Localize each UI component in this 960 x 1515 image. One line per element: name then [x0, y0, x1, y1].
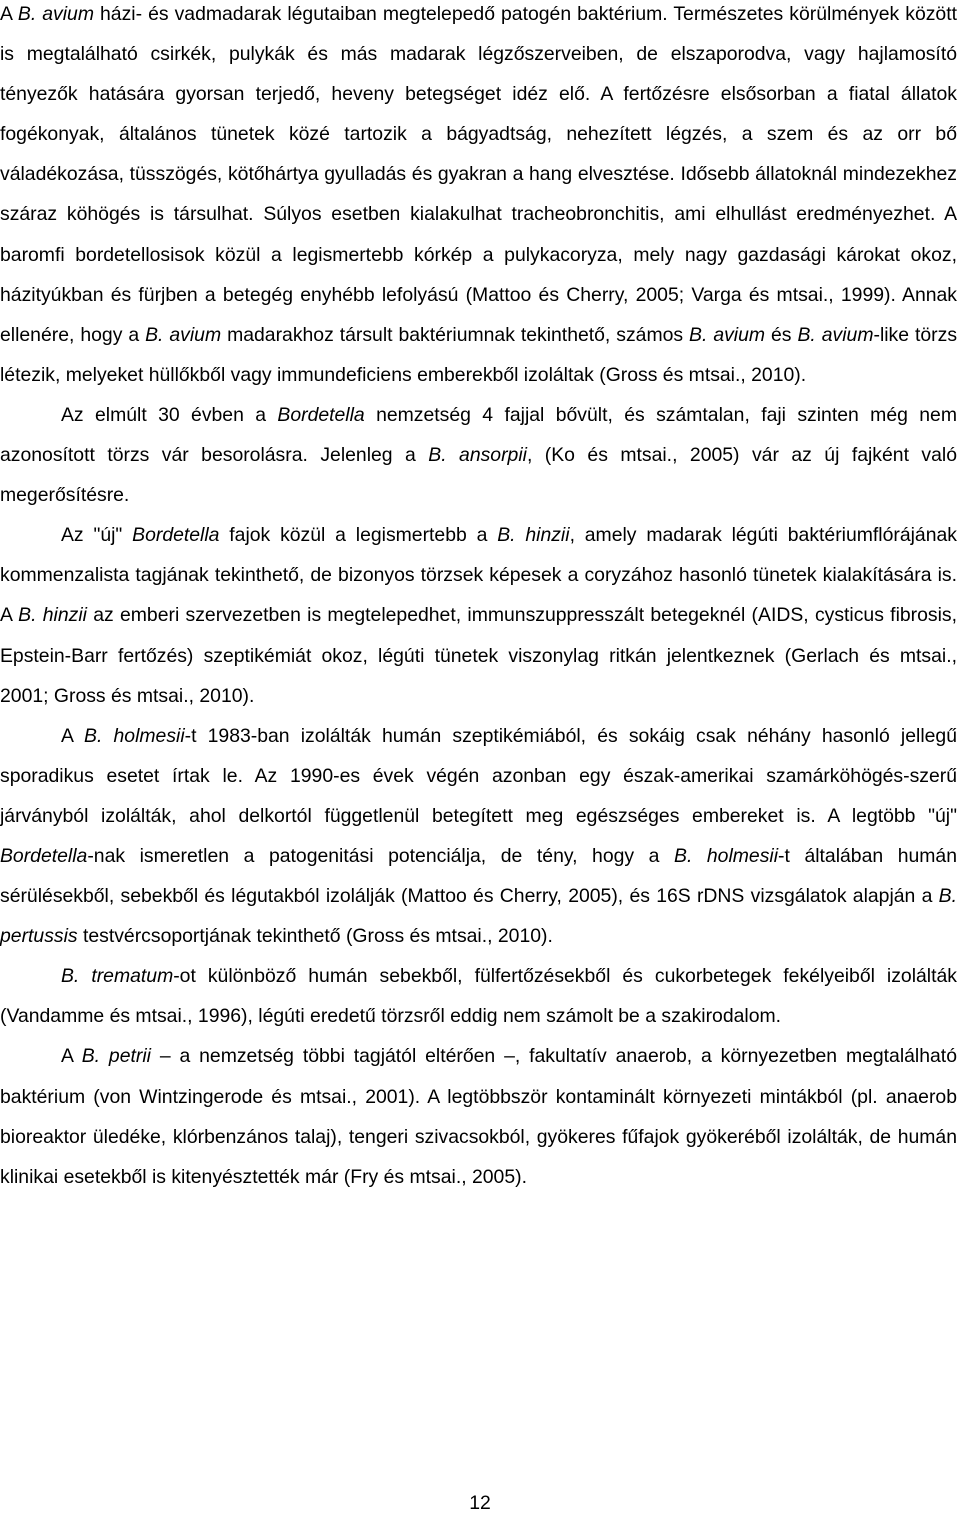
paragraph [0, 395, 957, 515]
italic-term: Bordetella [277, 403, 365, 426]
italic-term: B. trematum [61, 965, 174, 988]
italic-term: B. hinzii [18, 604, 87, 627]
text-run: -ot különböző humán sebekből, fülfertőzésekből és cukorbetegek fekélyeiből izolálták (Vandamme és mtsai., 1996), légúti eredetű törzsről eddig nem számolt be a szakirodalom. [0, 965, 957, 1028]
italic-term: B. hinzii [497, 524, 570, 547]
text-run: A [61, 724, 85, 747]
italic-term: B. holmesii [674, 844, 779, 867]
text-run: -like törzs létezik, melyeket hüllőkből vagy immundeficiens emberekből izoláltak (Gross és mtsai., 2010). [0, 323, 958, 386]
italic-term: Bordetella [132, 524, 220, 547]
italic-term: B. avium [145, 323, 222, 346]
text-run: fajok közül a legismertebb a [219, 524, 498, 547]
text-run: , amely madarak légúti baktériumflórájának kommenzalista tagjának tekinthető, de bizonyos törzsek képesek a coryzához hasonló tünetek kialakítására is. A [0, 524, 957, 627]
text-run: madarakhoz társult baktériumnak tekinthető, számos [221, 323, 690, 346]
text-run: – a nemzetség többi tagjától eltérően –, fakultatív anaerob, a környezetben megtalálható baktérium (von Wintzingerode és mtsai., 2001). A legtöbbször kontaminált környezeti mintákból (pl. anaerob bioreaktor üledéke, klórbenzános talaj), tengeri szivacsokból, gyökeres fűfajok gyökeréből izolálták, de humán klinikai esetekből is kitenyésztették már (Fry és mtsai., 2005). [0, 1045, 957, 1188]
text-run: -t 1983-ban izolálták humán szeptikémiából, és sokáig csak néhány hasonló jellegű sporadikus esetet írtak le. Az 1990-es évek végén azonban egy észak-amerikai szamárköhögés-szerű járványból izolálták, ahol delkortól függetlenül betegített meg egészséges embereket is. A legtöbb "új" [0, 724, 957, 827]
italic-term: B. avium [797, 323, 874, 346]
italic-term: B. pertussis [0, 885, 957, 948]
paragraph [0, 716, 957, 957]
text-run: az emberi szervezetben is megtelepedhet, immunszuppresszált betegeknél (AIDS, cysticus fibrosis, Epstein-Barr fertőzés) szeptikémiát okoz, légúti tünetek viszonylag ritkán jelentkeznek (Gerlach és mtsai., 2001; Gross és mtsai., 2010). [0, 604, 957, 707]
text-run: -t általában humán sérülésekből, sebekből és légutakból izolálják (Mattoo és Cherry, 2005), és 16S rDNS vizsgálatok alapján a [0, 844, 957, 908]
text-run: és [765, 323, 798, 346]
italic-term: B. holmesii [84, 724, 185, 747]
text-run: , (Ko és mtsai., 2005) vár az új fajként való megerősítésre. [0, 444, 957, 507]
text-run: házi- és vadmadarak légutaiban megtelepedő patogén baktérium. Természetes körülmények között is megtalálható csirkék, pulykák és más madarak légzőszerveiben, de elszaporodva, vagy hajlamosító tényezők hatására gyorsan terjedő, heveny betegséget idéz elő. A fertőzésre elsősorban a fiatal állatok fogékonyak, általános tünetek közé tartozik a bágyadtság, nehezített légzés, a szem és az orr bő váladékozása, tüsszögés, kötőhártya gyulladás és gyakran a hang elvesztése. Idősebb állatoknál mindezekhez száraz köhögés is társulhat. Súlyos esetben kialakulhat tracheobronchitis, ami elhullást eredményezhet. A baromfi bordetellosisok közül a legismertebb kórkép a pulykacoryza, mely nagy gazdasági károkat okoz, házityúkban és fürjben a betegég enyhébb lefolyású (Mattoo és Cherry, 2005; Varga és mtsai., 1999). Annak ellenére, hogy a [0, 3, 957, 346]
text-run: testvércsoportjának tekinthető (Gross és mtsai., 2010). [77, 925, 553, 948]
text-run: A [61, 1045, 82, 1068]
italic-term: B. avium [17, 3, 94, 25]
paragraph [0, 956, 957, 1036]
text-run: nemzetség 4 fajjal bővült, és számtalan, faji szinten még nem azonosított törzs vár besorolásra. Jelenleg a [0, 403, 957, 467]
text-run: Az "új" [61, 524, 133, 547]
italic-term: B. petrii [81, 1045, 151, 1068]
paragraph [0, 0, 957, 395]
page-number: 12 [469, 1492, 491, 1514]
text-run: A [0, 3, 18, 25]
italic-term: B. avium [689, 323, 766, 346]
paragraph [0, 515, 957, 715]
text-run: Az elmúlt 30 évben a [61, 403, 278, 426]
text-run: -nak ismeretlen a patogenitási potenciálja, de tény, hogy a [87, 844, 675, 867]
italic-term: Bordetella [0, 844, 88, 867]
italic-term: B. ansorpii [428, 444, 527, 467]
paragraph [0, 1036, 957, 1196]
